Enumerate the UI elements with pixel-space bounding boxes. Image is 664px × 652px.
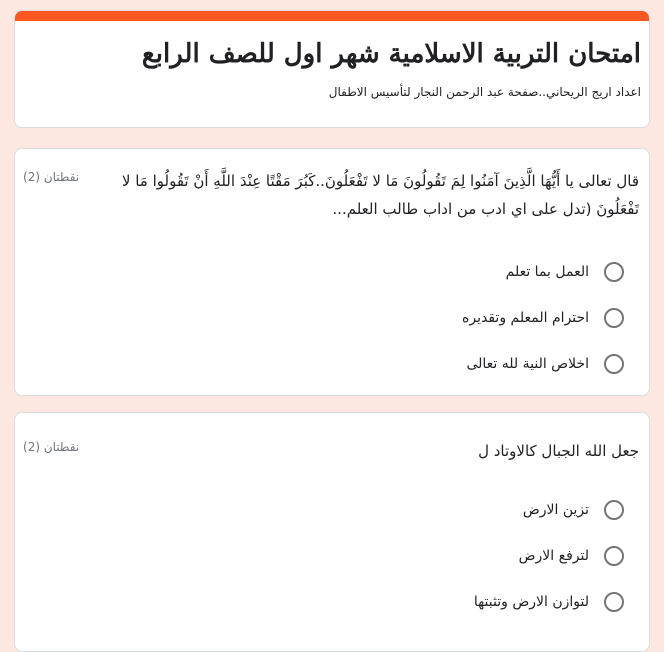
question-1-points-badge: نقطتان (2) bbox=[23, 169, 80, 184]
question-1-text: قال تعالى يا أَيُّهَا الَّذِينَ آمَنُوا لِمَ تَقُولُونَ مَا لا تَفْعَلُونَ..كَبُرَ مَقْتًا عِنْدَ اللَّهِ أَنْ تَقُولُوا مَا لا تَفْعَلُونَ (تدل على اي ادب من اداب طالب العلم... bbox=[121, 171, 639, 218]
question-1-option-row-3[interactable] bbox=[23, 341, 639, 387]
form-header-body bbox=[15, 21, 649, 127]
question-2-text: جعل الله الجبال كالاوتاد ل bbox=[478, 441, 639, 460]
question-1-option-row-2[interactable] bbox=[23, 295, 639, 341]
question-2-header bbox=[23, 437, 639, 465]
option-label: تزين الارض bbox=[522, 501, 589, 518]
option-label: اخلاص النية لله تعالى bbox=[466, 355, 589, 372]
theme-accent-bar bbox=[15, 11, 649, 21]
question-card-2 bbox=[14, 412, 650, 652]
radio-button-icon[interactable] bbox=[604, 500, 624, 520]
question-2-option-row-3[interactable] bbox=[23, 579, 639, 625]
radio-button-icon[interactable] bbox=[604, 308, 624, 328]
form-header-card bbox=[14, 10, 650, 128]
question-2-points-badge: نقطتان (2) bbox=[23, 439, 80, 454]
radio-button-icon[interactable] bbox=[604, 262, 624, 282]
question-2-options bbox=[23, 487, 639, 625]
form-subtitle: اعداد اريج الريحاني..صفحة عبد الرحمن النجار لتأسيس الاطفال bbox=[328, 85, 641, 99]
question-1-option-row-1[interactable] bbox=[23, 249, 639, 295]
form-title: امتحان التربية الاسلامية شهر اول للصف الرابع bbox=[141, 39, 641, 69]
radio-button-icon[interactable] bbox=[604, 354, 624, 374]
radio-button-icon[interactable] bbox=[604, 546, 624, 566]
question-2-option-row-1[interactable] bbox=[23, 487, 639, 533]
question-1-options bbox=[23, 249, 639, 387]
option-label: احترام المعلم وتقديره bbox=[462, 309, 589, 326]
question-card-1 bbox=[14, 148, 650, 396]
question-1-header bbox=[23, 167, 639, 223]
option-label: لتوازن الارض وتثبتها bbox=[473, 593, 589, 610]
radio-button-icon[interactable] bbox=[604, 592, 624, 612]
option-label: العمل بما تعلم bbox=[505, 263, 589, 280]
question-2-option-row-2[interactable] bbox=[23, 533, 639, 579]
option-label: لترفع الارض bbox=[518, 547, 589, 564]
